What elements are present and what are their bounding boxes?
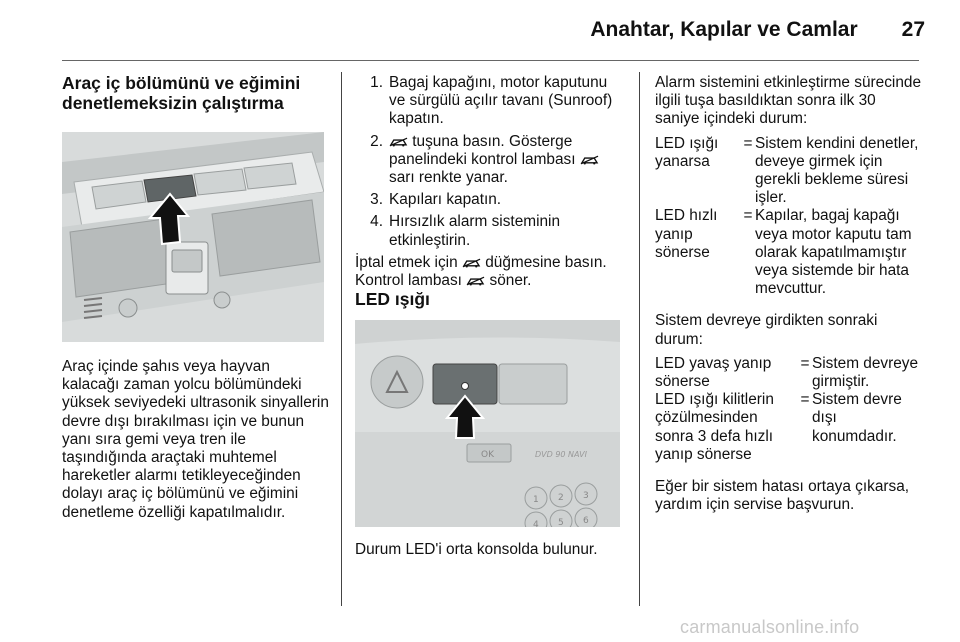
roof-console-photo [62,132,324,342]
list-item: 2. tuşuna basın. Gösterge panelindeki kontrol lambası sarı renkte yanar. [355,133,625,188]
definition-row: LED yavaş yanıp sönerse = Sistem devreye girmiştir. [655,354,919,391]
list-item: 4. Hırsızlık alarm sisteminin etkinleştirin. [370,213,561,249]
intro-paragraph: Alarm sistemini etkinleştirme sürecinde ilgili tuşa basıldıktan sonra ilk 30 saniye içindeki durum: [655,74,921,128]
closing-paragraph: Eğer bir sistem hatası ortaya çıkarsa, yardım için servise başvurun. [655,478,910,514]
center-console-illustration [355,320,620,527]
intro-paragraph: Sistem devreye girdikten sonraki durum: [655,312,878,348]
svg-text:6: 6 [583,515,589,526]
car-lock-icon [462,258,481,268]
column-divider [341,72,342,606]
definition-row: LED ışığı kilitlerin çözülmesinden sonra 3 defa hızlı yanıp sönerse = Sistem devre dışı konumdadır. [655,391,902,463]
svg-text:5: 5 [558,517,564,527]
body-paragraph: Araç içinde şahıs veya hayvan kalacağı zaman yolcu bölümündeki yüksek seviyedeki ultrasonik sinyallerin devre dışı bırakılması için ve bunun yanı sıra gemi veya tren ile taşındığında araçtaki muhtemel hareketler alarmı tetikleyeceğinden dolayı araç iç bölümünü ve eğimini denetleme özelliği kapatılmalıdır. [62,358,329,521]
column-1 [62,74,330,522]
cancel-instruction: İptal etmek için düğmesine basın. Kontrol lambası söner. [355,253,607,290]
svg-text:4: 4 [533,519,539,527]
header-rule [62,60,919,61]
list-item: 1. Bagaj kapağını, motor kaputunu ve sürgülü açılır tavanı (Sunroof) kapatın. [370,74,613,128]
car-lock-icon [466,276,485,286]
roof-console-illustration [62,132,324,342]
center-console-photo [355,320,620,527]
model-label: DVD 90 NAVI [535,449,587,459]
watermark: carmanualsonline.info [680,617,860,637]
ok-label: OK [481,449,494,460]
svg-text:2: 2 [558,492,564,503]
status-definitions [655,135,923,299]
column-2 [355,74,625,559]
car-lock-icon [389,137,408,147]
figure-caption: Durum LED'i orta konsolda bulunur. [355,540,598,558]
section-heading: Araç iç bölümünü ve eğimini denetlemeksizin çalıştırma [62,73,301,113]
definition-row: LED ışığı yanarsa = Sistem kendini denetler, deveye girmek için gerekli bekleme süresi işler. [655,134,919,207]
svg-text:3: 3 [583,490,589,501]
led-heading: LED ışığı [355,289,430,310]
column-divider [639,72,640,606]
definition-row: LED hızlı yanıp sönerse = Kapılar, bagaj kapağı veya motor kaputu tam olarak kapatılmamıştır veya sistemde bir hata mevcuttur. [655,207,912,298]
page-title: Anahtar, Kapılar ve Camlar [590,18,858,41]
page-header [0,18,925,48]
svg-text:1: 1 [533,494,539,505]
status-definitions [655,355,923,464]
column-3 [655,74,923,514]
page-number: 27 [901,18,925,41]
car-lock-icon [580,155,599,165]
list-item: 3. Kapıları kapatın. [370,191,502,209]
step-list [355,74,625,250]
